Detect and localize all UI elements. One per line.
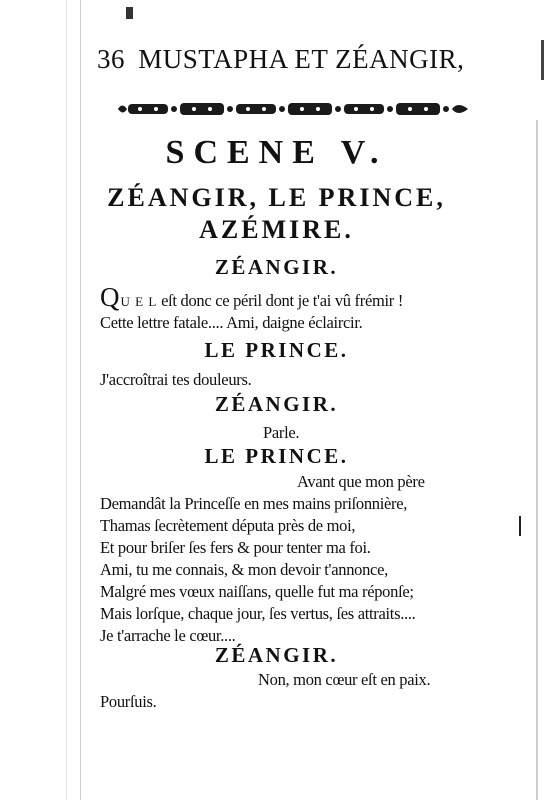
verse-line: Mais lorſque, chaque jour, ſes vertus, ſes attraits.... <box>100 604 416 623</box>
verse-line: Thamas ſecrètement députa près de moi, <box>100 516 356 535</box>
speaker-name: LE PRINCE. <box>204 338 349 362</box>
scan-artifact-mark <box>519 516 521 536</box>
verse-line: Non, mon cœur eſt en paix. <box>258 670 431 689</box>
running-title: MUSTAPHA ET ZÉANGIR, <box>138 44 465 74</box>
speaker-name: ZÉANGIR. <box>214 392 339 416</box>
drop-cap: Q <box>100 282 121 312</box>
verse-line: Cette lettre fatale.... Ami, daigne éclaircir. <box>100 313 363 332</box>
scan-artifact-mark <box>541 40 544 80</box>
speaker-name: LE PRINCE. <box>204 444 349 468</box>
verse-text: eſt donc ce péril dont je t'ai vû frémir ! <box>157 291 404 310</box>
scan-artifact-mark <box>126 7 133 19</box>
verse-line: Ami, tu me connais, & mon devoir t'annonce, <box>100 560 388 579</box>
verse-line: Malgré mes vœux naiſſans, quelle fut ma réponſe; <box>100 582 414 601</box>
scene-characters <box>0 182 553 246</box>
characters-line: ZÉANGIR, LE PRINCE, <box>107 183 446 212</box>
ornament-band-icon <box>118 98 470 120</box>
verse-line: Et pour briſer ſes fers & pour tenter ma foi. <box>100 538 371 557</box>
speaker-name: ZÉANGIR. <box>214 255 339 279</box>
verse-line: Pourſuis. <box>100 692 157 711</box>
small-caps-word: U E L <box>120 294 158 309</box>
verse-line: Je t'arrache le cœur.... <box>100 626 236 645</box>
verse-line <box>100 282 403 313</box>
running-header <box>97 44 517 84</box>
scene-title: SCENE V. <box>165 134 388 171</box>
verse-line: Demandât la Princeſſe en mes mains priſonnière, <box>100 494 408 513</box>
verse-line: Avant que mon père <box>297 472 425 491</box>
page-number: 36 <box>97 44 125 74</box>
characters-line: AZÉMIRE. <box>199 215 354 244</box>
verse-line: J'accroîtrai tes douleurs. <box>100 370 252 389</box>
speaker-name: ZÉANGIR. <box>214 643 339 667</box>
verse-line: Parle. <box>263 423 300 442</box>
